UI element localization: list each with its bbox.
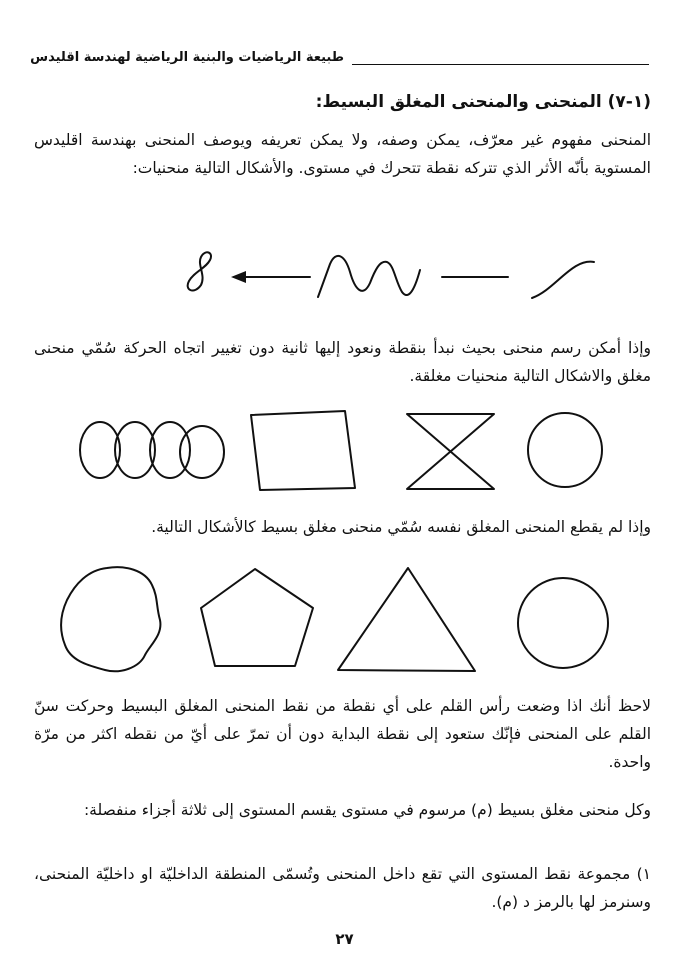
header-rule bbox=[352, 64, 649, 65]
pentagon bbox=[201, 569, 313, 666]
paragraph-plane-division: وكل منحنى مغلق بسيط (م) مرسوم في مستوى يقسم المستوى إلى ثلاثة أجزاء منفصلة: bbox=[83, 801, 651, 819]
irregular-blob bbox=[61, 567, 160, 671]
arrow-head bbox=[231, 271, 246, 283]
running-header-title: طبيعة الرياضيات والبنية الرياضية لهندسة اقليدس bbox=[30, 50, 344, 65]
simple-closed-curves-figure bbox=[55, 560, 615, 680]
triangle bbox=[338, 568, 475, 671]
section-title: (١-٧) المنحنى والمنحنى المغلق البسيط: bbox=[315, 92, 651, 112]
parallelogram bbox=[251, 411, 355, 490]
paragraph-curve-definition: المنحنى مفهوم غير معرّف، يمكن وصفه، ولا يمكن تعريفه ويوصف المنحنى بهندسة اقليدس المستوية بأنّه الأثر الذي تتركه نقطة تتحرك في مستوى. والأشكال التالية منحنيات: bbox=[34, 131, 651, 177]
page-number: ٢٧ bbox=[335, 930, 354, 948]
circle-closed bbox=[528, 413, 602, 487]
closed-curves-figure bbox=[70, 405, 615, 495]
paragraph-simple-closed-curve: وإذا لم يقطع المنحنى المغلق نفسه سُمّي منحنى مغلق بسيط كالأشكال التالية. bbox=[151, 518, 651, 536]
open-curves-figure bbox=[180, 250, 600, 310]
paragraph-interior-region: ١) مجموعة نقط المستوى التي تقع داخل المنحنى وتُسمّى المنطقة الداخليّة او داخليّة المنحنى، وسنرمز لها بالرمز د (م). bbox=[34, 865, 651, 911]
figure-eight-curve bbox=[188, 252, 211, 290]
wave-curve bbox=[318, 256, 420, 297]
arc-curve bbox=[532, 262, 594, 298]
circle-simple bbox=[518, 578, 608, 668]
hourglass-curve bbox=[407, 414, 494, 489]
paragraph-closed-curve: وإذا أمكن رسم منحنى بحيث نبدأ بنقطة ونعود إليها ثانية دون تغيير اتجاه الحركة سُمّي منحنى مغلق والاشكال التالية منحنيات مغلقة. bbox=[34, 339, 651, 385]
loops-curve bbox=[80, 422, 224, 478]
paragraph-pen-observation: لاحظ أنك اذا وضعت رأس القلم على أي نقطة من نقط المنحنى المغلق البسيط وحركت سنّ القلم على المنحنى فإنّك ستعود إلى نقطة البداية دون أن تمرّ على أيّ من نقطه اكثر من مرّة واحدة. bbox=[34, 697, 651, 771]
